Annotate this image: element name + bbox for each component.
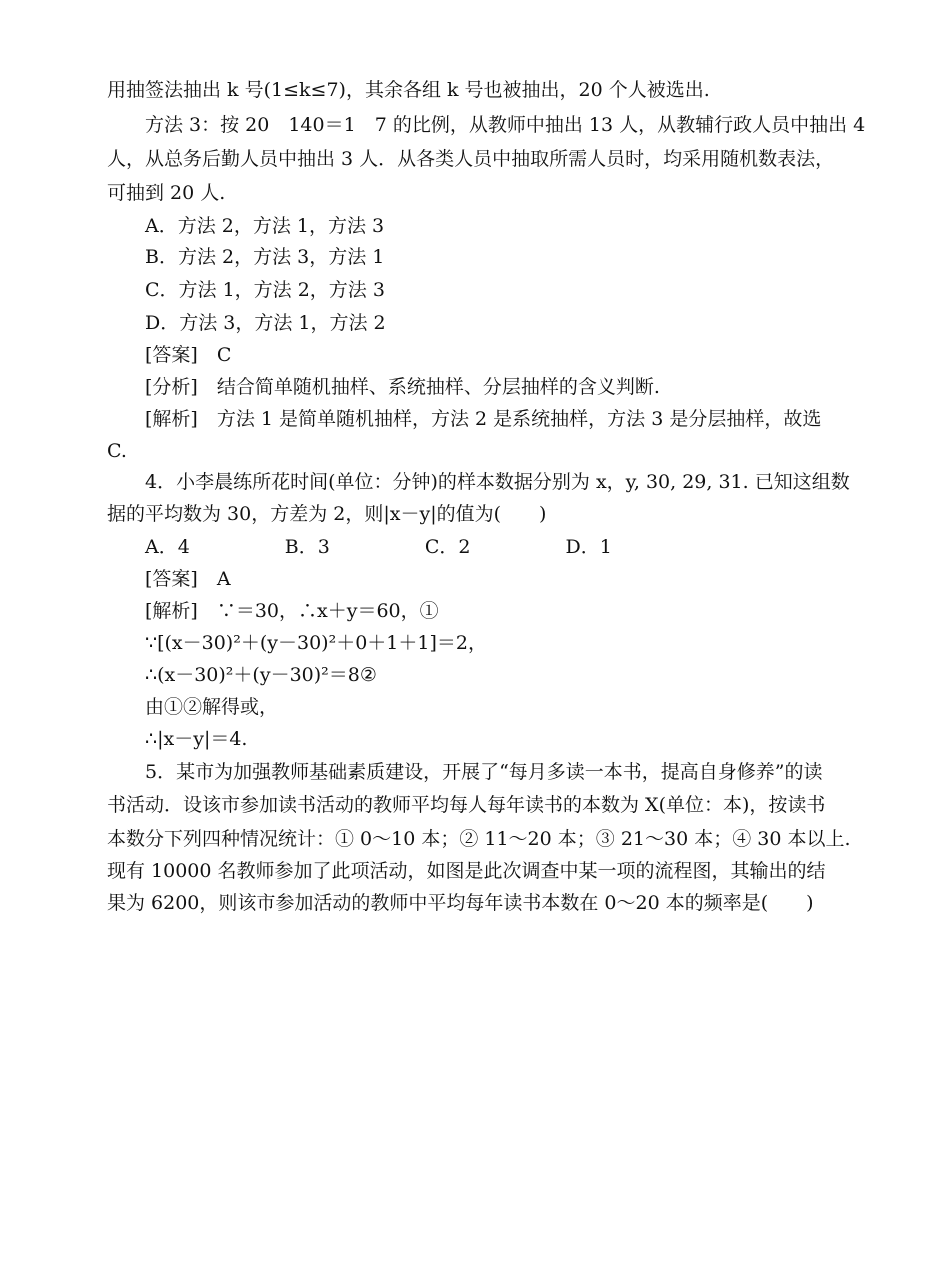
option-line: D．方法 3，方法 1，方法 2 — [145, 312, 386, 334]
explanation-line: [解析] ∵＝30，∴x＋y＝60，① — [145, 600, 439, 622]
question-line: 本数分下列四种情况统计：① 0～10 本；② 11～20 本；③ 21～30 本；④ 30 本以上. — [107, 828, 851, 850]
question-line: 4．小李晨练所花时间(单位：分钟)的样本数据分别为 x，y, 30, 29, 31. 已知这组数 — [145, 471, 850, 493]
explanation-line: [解析] 方法 1 是简单随机抽样，方法 2 是系统抽样，方法 3 是分层抽样，故选 — [145, 408, 822, 430]
text-line: C. — [107, 440, 127, 462]
formula-line: ∵[(x－30)²＋(y－30)²＋0＋1＋1]＝2， — [145, 632, 487, 654]
formula-line: ∴(x－30)²＋(y－30)²＝8② — [145, 664, 377, 686]
option-line: C．方法 1，方法 2，方法 3 — [145, 279, 385, 301]
formula-line: ∴|x－y|＝4. — [145, 728, 248, 750]
text-line: 由①②解得或， — [145, 696, 279, 718]
answer-line: [答案] A — [145, 568, 231, 590]
question-line: 据的平均数为 30，方差为 2，则|x－y|的值为( ) — [107, 503, 547, 525]
option-line: A．方法 2，方法 1，方法 3 — [145, 215, 385, 237]
text-line: 人，从总务后勤人员中抽出 3 人．从各类人员中抽取所需人员时，均采用随机数表法， — [107, 148, 835, 170]
question-line: 现有 10000 名教师参加了此项活动，如图是此次调查中某一项的流程图，其输出的结 — [107, 860, 826, 882]
text-line: 用抽签法抽出 k 号(1≤k≤7)，其余各组 k 号也被抽出，20 个人被选出. — [107, 79, 710, 101]
analysis-line: [分析] 结合简单随机抽样、系统抽样、分层抽样的含义判断. — [145, 376, 660, 398]
question-line: 果为 6200，则该市参加活动的教师中平均每年读书本数在 0～20 本的频率是( ) — [107, 892, 814, 914]
text-line: 可抽到 20 人. — [107, 182, 226, 204]
option-line: B．方法 2，方法 3，方法 1 — [145, 246, 385, 268]
question-line: 5．某市为加强教师基础素质建设，开展了“每月多读一本书，提高自身修养”的读 — [145, 761, 823, 783]
question-line: 书活动．设该市参加读书活动的教师平均每人每年读书的本数为 X(单位：本)，按读书 — [107, 794, 826, 816]
text-line: 方法 3：按 20 140＝1 7 的比例，从教师中抽出 13 人，从教辅行政人员中抽出 4 — [145, 114, 866, 136]
option-line: A．4 B．3 C．2 D．1 — [145, 536, 612, 558]
answer-line: [答案] C — [145, 344, 232, 366]
